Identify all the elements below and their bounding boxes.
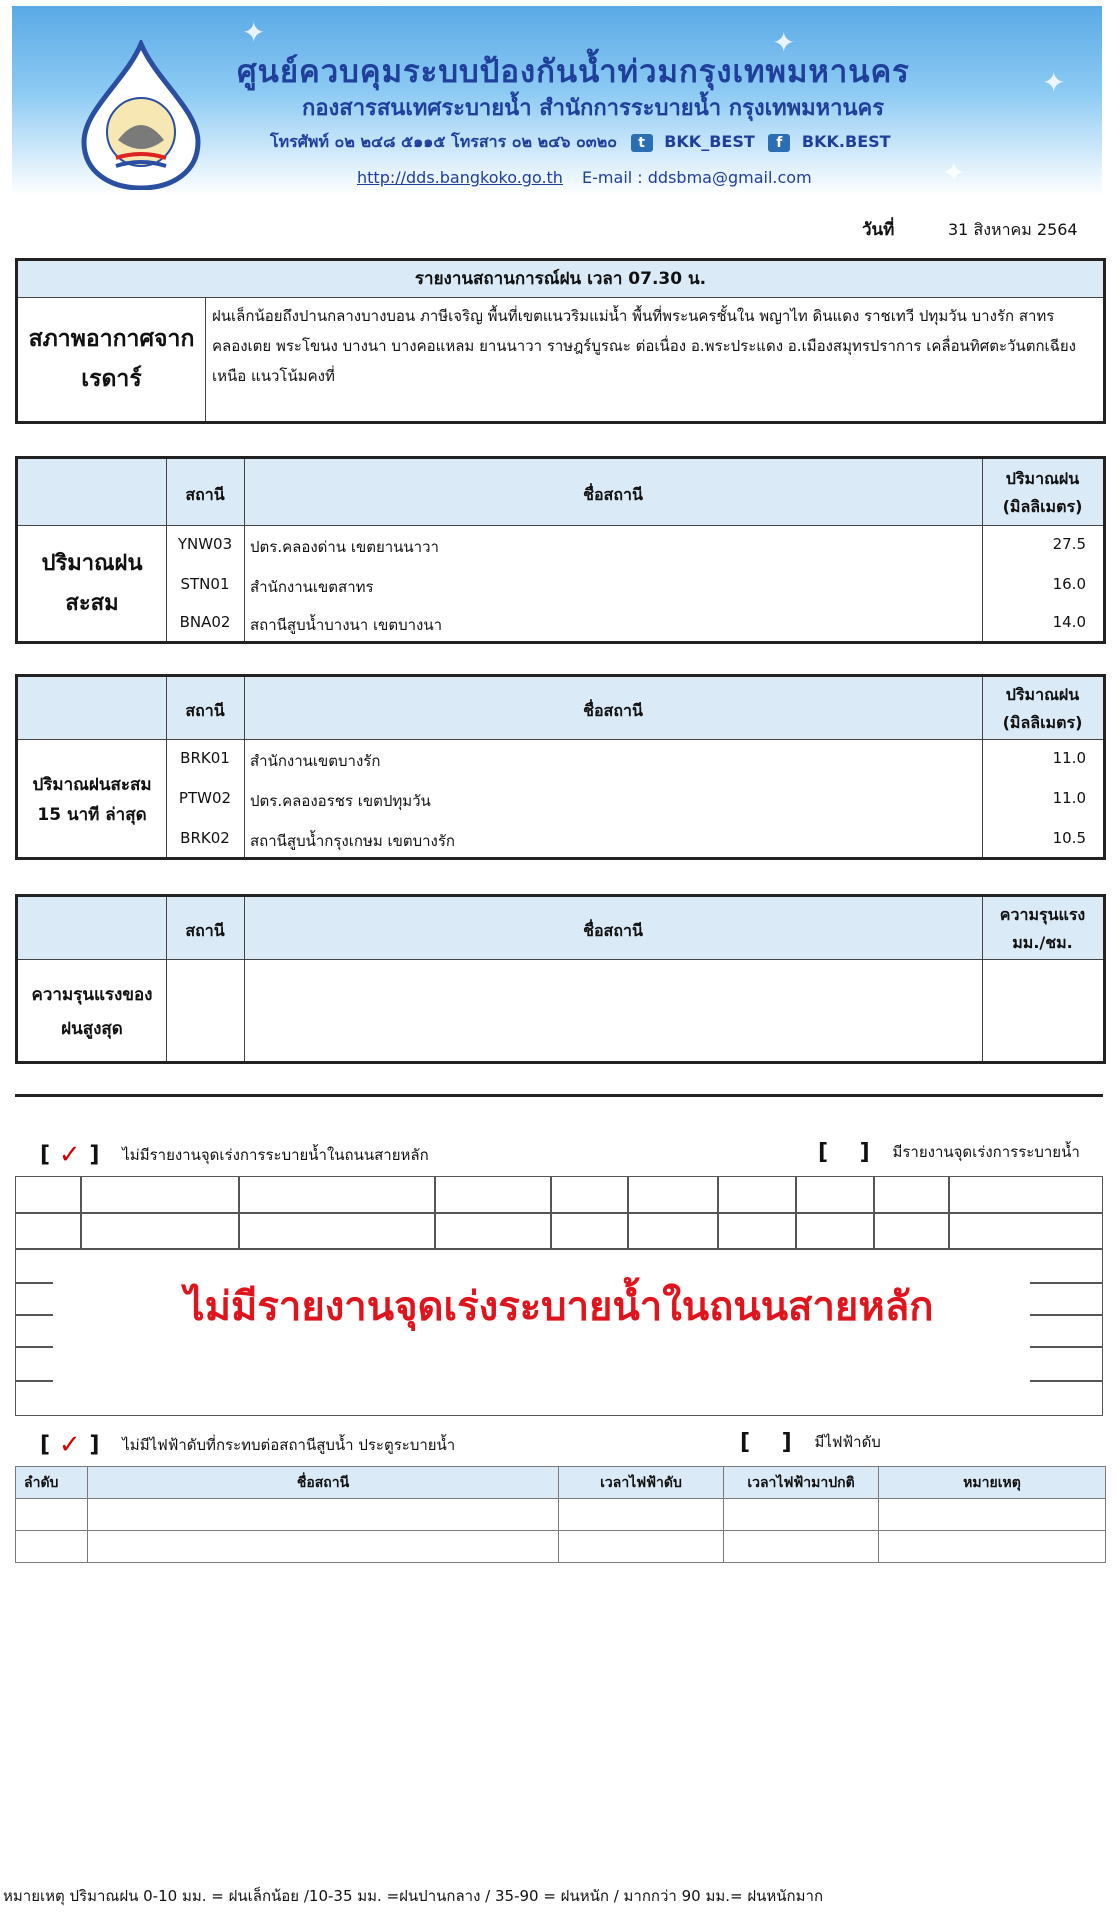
rain-value: 14.0 <box>1052 613 1086 631</box>
station-name: สำนักงานเขตสาทร <box>250 578 374 596</box>
power-outage-table <box>15 1466 1106 1563</box>
grid-col-line <box>238 1176 240 1250</box>
section-label: 15 นาที ล่าสุด <box>37 805 147 825</box>
col-amount-unit: (มิลลิเมตร) <box>1002 497 1083 516</box>
grid-stub <box>1030 1346 1103 1348</box>
station-code: YNW03 <box>177 535 233 553</box>
bracket-open: [ <box>40 1142 51 1168</box>
sparkle-decoration: ✦ <box>772 26 796 59</box>
report-title: รายงานสถานการณ์ฝน เวลา 07.30 น. <box>18 261 1103 298</box>
checkmark-icon: ✓ <box>58 1140 81 1170</box>
col-no: ลำดับ <box>16 1467 88 1499</box>
col-amount-unit: (มิลลิเมตร) <box>1002 713 1083 732</box>
grid-stub <box>15 1346 53 1348</box>
col-station: สถานี <box>185 485 225 504</box>
bracket-close: ] <box>89 1432 100 1458</box>
weather-report <box>15 258 1106 424</box>
bracket-close: ] <box>859 1140 870 1165</box>
checkbox-label: ไม่มีไฟฟ้าดับที่กระทบต่อสถานีสูบน้ำ ประตูระบายน้ำ <box>122 1435 456 1454</box>
rain-value: 11.0 <box>1052 749 1086 767</box>
rain-value: 27.5 <box>1052 535 1086 553</box>
checkbox-label: มีไฟฟ้าดับ <box>814 1433 881 1451</box>
no-power-outage-check[interactable] <box>40 1430 455 1460</box>
intensity-table <box>15 894 1106 1064</box>
rain-value: 16.0 <box>1052 575 1086 593</box>
section-label: ความรุนแรงของ <box>31 985 153 1005</box>
checkbox-label: ไม่มีรายงานจุดเร่งการระบายน้ำในถนนสายหลัก <box>122 1145 429 1164</box>
sparkle-decoration: ✦ <box>242 16 266 49</box>
website-link[interactable]: http://dds.bangkoko.go.th <box>357 168 563 187</box>
station-code: PTW02 <box>178 789 232 807</box>
grid-col-line <box>550 1176 552 1250</box>
grid-row-line <box>15 1212 1103 1214</box>
phone-line: โทรศัพท์ ๐๒ ๒๔๘ ๕๑๑๕ โทรสาร ๐๒ ๒๔๖ ๐๓๒๐ <box>270 132 618 151</box>
no-drainage-notice: ไม่มีรายงานจุดเร่งระบายน้ำในถนนสายหลัก <box>184 1284 934 1330</box>
col-station-name: ชื่อสถานี <box>88 1467 559 1499</box>
col-station: สถานี <box>185 701 225 720</box>
facebook-icon: f <box>768 134 790 152</box>
bracket-close: ] <box>781 1430 792 1455</box>
has-power-outage-check[interactable] <box>740 1430 881 1455</box>
station-code: BRK02 <box>180 829 230 847</box>
table-row <box>16 1531 1106 1563</box>
section-divider <box>15 1094 1103 1097</box>
header-contact <box>270 130 891 155</box>
header-web <box>357 168 812 187</box>
station-code: BRK01 <box>180 749 230 767</box>
no-drainage-check[interactable] <box>40 1140 429 1170</box>
bracket-open: [ <box>40 1432 51 1458</box>
section-label: ฝนสูงสุด <box>61 1019 123 1039</box>
col-station-name: ชื่อสถานี <box>583 485 643 504</box>
header-banner <box>12 6 1102 196</box>
sparkle-decoration: ✦ <box>942 156 966 189</box>
has-drainage-check[interactable] <box>818 1140 1080 1165</box>
section-label: ปริมาณฝน <box>41 551 143 576</box>
weather-description: ฝนเล็กน้อยถึงปานกลางบางบอน ภาษีเจริญ พื้นที่เขตแนวริมแม่น้ำ พื้นที่พระนครชั้นใน พญาไท ดินแดง ราชเทวี ปทุมวัน บางรัก สาทร คลองเตย พระโขนง บางนา บางคอแหลม ยานนาวา ราษฎร์บูรณะ ต่อเนื่อง อ.พระประแดง อ.เมืองสมุทรปราการ เคลื่อนทิศตะวันตกเฉียงเหนือ แนวโน้มคงที่ <box>212 307 1077 385</box>
col-intensity: ความรุนแรง <box>999 905 1086 924</box>
bma-drainage-logo <box>66 40 216 190</box>
facebook-handle[interactable]: BKK.BEST <box>801 132 891 151</box>
col-outage-time: เวลาไฟฟ้าดับ <box>559 1467 724 1499</box>
station-code: STN01 <box>180 575 230 593</box>
grid-col-line <box>434 1176 436 1250</box>
grid-stub <box>1030 1380 1103 1382</box>
station-code: BNA02 <box>179 613 231 631</box>
legend-footnote: หมายเหตุ ปริมาณฝน 0-10 มม. = ฝนเล็กน้อย /10-35 มม. =ฝนปานกลาง / 35-90 = ฝนหนัก / มากกว่า 90 มม.= ฝนหนักมาก <box>3 1887 824 1905</box>
grid-row-line <box>15 1248 1103 1250</box>
rain-value: 10.5 <box>1052 829 1086 847</box>
bracket-open: [ <box>740 1430 751 1455</box>
grid-col-line <box>717 1176 719 1250</box>
header-subtitle: กองสารสนเทศระบายน้ำ สำนักการระบายน้ำ กรุงเทพมหานคร <box>302 96 885 121</box>
col-station-name: ชื่อสถานี <box>583 921 643 940</box>
twitter-icon: t <box>631 134 653 152</box>
bracket-open: [ <box>818 1140 829 1165</box>
weather-source-label: สภาพอากาศจาก เรดาร์ <box>18 297 206 421</box>
station-name: ปตร.คลองด่าน เขตยานนาวา <box>250 538 439 556</box>
sparkle-decoration: ✦ <box>1042 66 1066 99</box>
col-note: หมายเหตุ <box>879 1467 1106 1499</box>
col-station: สถานี <box>185 921 225 940</box>
grid-col-line <box>80 1176 82 1250</box>
bracket-close: ] <box>89 1142 100 1168</box>
accumulated-rain-table <box>15 456 1106 644</box>
checkmark-icon: ✓ <box>58 1430 81 1460</box>
twitter-handle[interactable]: BKK_BEST <box>664 132 755 151</box>
section-label: ปริมาณฝนสะสม <box>32 775 152 795</box>
col-restore-time: เวลาไฟฟ้ามาปกติ <box>724 1467 879 1499</box>
station-name: ปตร.คลองอรชร เขตปทุมวัน <box>250 792 431 810</box>
col-amount: ปริมาณฝน <box>1005 685 1080 704</box>
grid-col-line <box>948 1176 950 1250</box>
station-name: สถานีสูบน้ำกรุงเกษม เขตบางรัก <box>250 832 456 850</box>
grid-col-line <box>795 1176 797 1250</box>
date-value: 31 สิงหาคม 2564 <box>948 220 1078 239</box>
grid-stub <box>15 1380 53 1382</box>
station-name: สำนักงานเขตบางรัก <box>250 752 381 770</box>
col-intensity-unit: มม./ชม. <box>1012 933 1073 952</box>
station-name: สถานีสูบน้ำบางนา เขตบางนา <box>250 616 443 634</box>
last15-rain-table <box>15 674 1106 860</box>
rain-value: 11.0 <box>1052 789 1086 807</box>
col-amount: ปริมาณฝน <box>1005 469 1080 488</box>
grid-col-line <box>873 1176 875 1250</box>
date-label: วันที่ <box>862 220 895 240</box>
table-row <box>16 1499 1106 1531</box>
header-title: ศูนย์ควบคุมระบบป้องกันน้ำท่วมกรุงเทพมหานคร <box>237 54 910 90</box>
grid-col-line <box>627 1176 629 1250</box>
section-label: สะสม <box>65 591 119 616</box>
email-line[interactable]: E-mail : ddsbma@gmail.com <box>582 168 812 187</box>
col-station-name: ชื่อสถานี <box>583 701 643 720</box>
checkbox-label: มีรายงานจุดเร่งการระบายน้ำ <box>892 1143 1080 1161</box>
